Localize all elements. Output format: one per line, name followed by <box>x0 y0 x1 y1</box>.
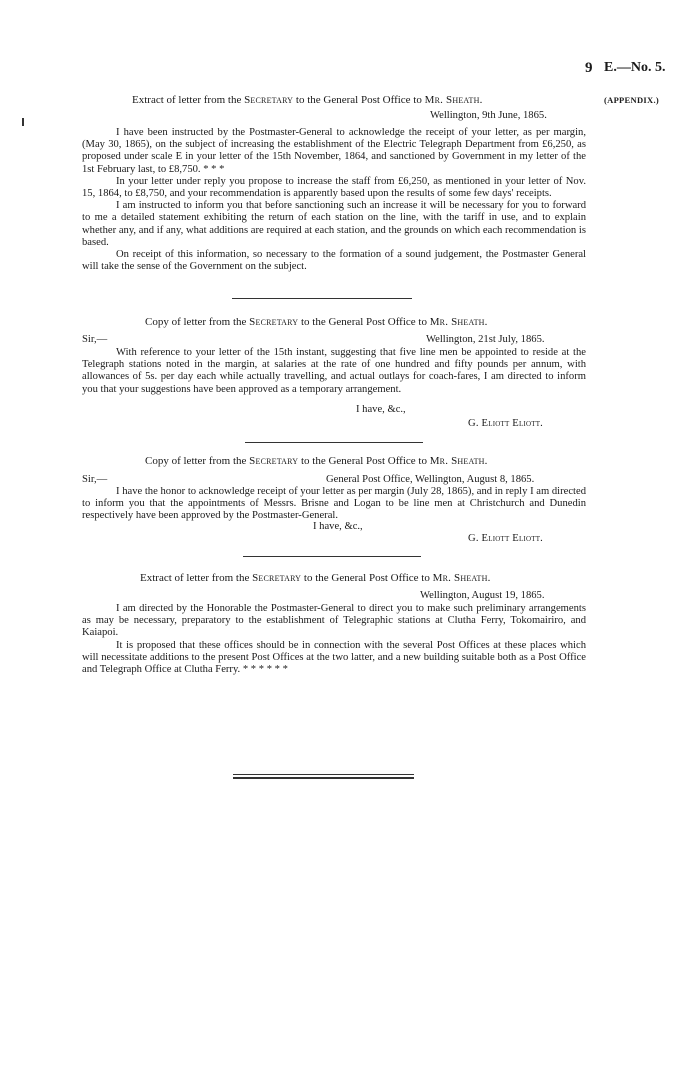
letter1-heading <box>0 94 700 106</box>
heading-text: Extract of letter from the <box>132 94 242 106</box>
section-divider <box>243 556 421 557</box>
heading-secretary: Secretary <box>244 94 294 106</box>
paragraph: With reference to your letter of the 15th instant, suggesting that five line men be appointed to reside at the Telegraph stations noted in the margin, at salaries at the rate of one hundred and fifty pounds per annum, with allowances of 5s. per day each while actually travelling, and actual outlays for coach-fares, I am directed to inform you that your suggestions have been approved as a temporary arrangement. <box>82 347 586 395</box>
heading-text: Copy of letter from the <box>145 316 247 328</box>
document-code: E.—No. 5. <box>604 60 666 75</box>
paragraph: It is proposed that these offices should be in connection with the several Post Offices at these places which will necessitate additions to the present Post Offices at the two latter, and a new building suitable both as a Post Office and Telegraph Office at Clutha Ferry. * * * * * * <box>82 639 586 676</box>
heading-secretary: Secretary <box>249 455 299 467</box>
letter2-salutation: Sir,— <box>82 334 108 345</box>
letter3-date: General Post Office, Wellington, August 8, 1865. <box>326 474 535 485</box>
paragraph: I have been instructed by the Postmaster-General to acknowledge the receipt of your letter, as per margin, (May 30, 1865), on the subject of increasing the establishment of the Electric Telegraph Department from £6,250, as proposed under scale E in your letter of the 15th November, 1864, and sanctioned by Government in my letter of the 1st February last, to £8,750. * * * <box>82 127 586 175</box>
heading-text: Extract of letter from the <box>140 572 250 584</box>
heading-secretary: Secretary <box>249 316 299 328</box>
heading-secretary: Secretary <box>252 572 302 584</box>
heading-addressee: Mr. Sheath. <box>429 316 488 328</box>
heading-text: Copy of letter from the <box>145 455 247 467</box>
margin-mark <box>22 118 24 126</box>
section-divider <box>245 442 423 443</box>
letter4-date: Wellington, August 19, 1865. <box>420 590 545 601</box>
paragraph: In your letter under reply you propose to increase the staff from £6,250, as mentioned in your letter of Nov. 15, 1864, to £8,750, and your recommendation is apparently based upon the results of some few days' receipts. <box>82 175 586 200</box>
letter1-body <box>82 127 586 273</box>
heading-addressee: Mr. Sheath. <box>424 94 483 106</box>
section-divider <box>232 298 412 299</box>
letter3-body <box>82 486 586 523</box>
heading-text: to the General Post Office to <box>303 572 430 584</box>
heading-addressee: Mr. Sheath. <box>429 455 488 467</box>
letter2-signature: G. Eliott Eliott. <box>468 418 544 429</box>
paragraph: On receipt of this information, so necessary to the formation of a sound judgement, the Postmaster General will take the sense of the Government on the subject. <box>82 249 586 273</box>
heading-text: to the General Post Office to <box>295 94 422 106</box>
letter3-salutation: Sir,— <box>82 474 108 485</box>
heading-text: to the General Post Office to <box>300 316 427 328</box>
closing-rule-top <box>233 774 414 775</box>
closing-rule-bottom <box>233 777 414 779</box>
heading-text: to the General Post Office to <box>300 455 427 467</box>
letter2-date: Wellington, 21st July, 1865. <box>426 334 545 345</box>
appendix-label: (APPENDIX.) <box>604 95 660 105</box>
letter4-body <box>82 603 586 676</box>
letter2-body <box>82 347 586 396</box>
letter1-date: Wellington, 9th June, 1865. <box>430 110 547 121</box>
paragraph: I have the honor to acknowledge receipt of your letter as per margin (July 28, 1865), and in reply I am directed to inform you that the appointments of Messrs. Brisne and Logan to be line men at Christchurch and Dunedin respectively have been approved by the Postmaster-General. <box>82 486 586 522</box>
paragraph: I am instructed to inform you that before sanctioning such an increase it will be necessary for you to forward to me a detailed statement exhibiting the return of each station on the line, with the tariff in use, and to explain whether any, and if any, what additions are required at each station, and the grounds on which each recommendation is based. <box>82 200 586 248</box>
letter3-signature: G. Eliott Eliott. <box>468 533 544 544</box>
paragraph: I am directed by the Honorable the Postmaster-General to direct you to make such preliminary arrangements as may be necessary, preparatory to the establishment of Telegraphic stations at Clutha Ferry, Tokomairiro, and Kaiapoi. <box>82 603 586 639</box>
letter3-closing: I have, &c., <box>313 521 363 532</box>
letter3-heading <box>0 455 700 467</box>
letter2-closing: I have, &c., <box>356 404 406 415</box>
page-number: 9 <box>585 60 593 76</box>
letter4-heading <box>0 572 700 584</box>
heading-addressee: Mr. Sheath. <box>432 572 491 584</box>
letter2-heading <box>0 316 700 328</box>
